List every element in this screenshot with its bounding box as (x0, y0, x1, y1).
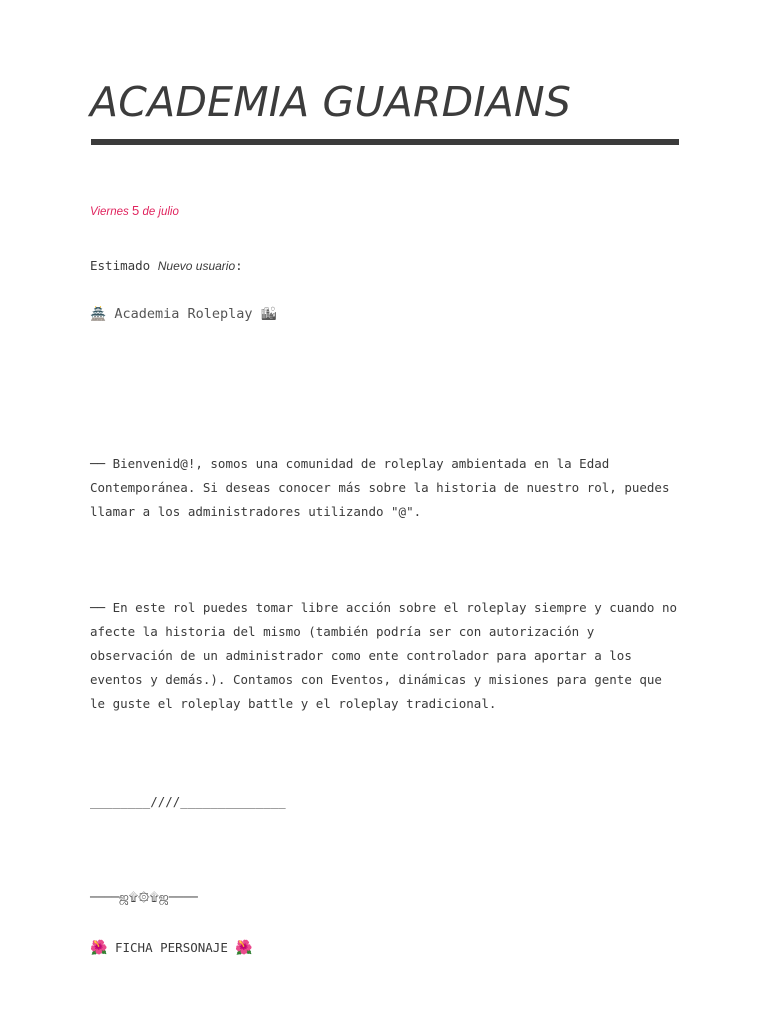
document-title: ACADEMIA GUARDIANS (90, 78, 572, 126)
ficha-text: FICHA PERSONAJE (114, 940, 228, 955)
date-month: de julio (142, 206, 179, 218)
date-day-name: Viernes (90, 206, 129, 218)
title-underline (91, 139, 679, 145)
subtitle-line (90, 306, 277, 322)
greeting-prefix: Estimado (90, 258, 151, 273)
text-separator: ________////______________ (90, 794, 286, 809)
subtitle-text: Academia Roleplay (114, 306, 253, 322)
greeting-suffix: : (235, 258, 243, 273)
paragraph-welcome (90, 452, 690, 524)
paragraph-line: afecte la historia del mismo (también podría ser con autorización y (90, 624, 595, 639)
paragraph-line: le guste el roleplay battle y el roleplay tradicional. (90, 696, 497, 711)
greeting-line (90, 258, 243, 273)
hibiscus-icon: 🌺 (235, 940, 253, 956)
ficha-heading (90, 940, 253, 956)
paragraph-rules (90, 596, 690, 716)
ornament-divider: ────ஜ۩۞۩ஜ──── (90, 890, 198, 904)
pagoda-icon: 🏯 (90, 307, 107, 322)
paragraph-line: ── Bienvenid@!, somos una comunidad de roleplay ambientada en la Edad (90, 456, 610, 471)
greeting-recipient: Nuevo usuario (157, 259, 236, 273)
paragraph-line: eventos y demás.). Contamos con Eventos, dinámicas y misiones para gente que (90, 672, 662, 687)
paragraph-line: llamar a los administradores utilizando "@". (90, 504, 422, 519)
date-line (90, 203, 179, 218)
paragraph-line: observación de un administrador como ente controlador para aportar a los (90, 648, 632, 663)
hibiscus-icon: 🌺 (90, 940, 108, 956)
paragraph-line: ── En este rol puedes tomar libre acción sobre el roleplay siempre y cuando no (90, 600, 677, 615)
cityscape-icon: 🏙 (260, 307, 278, 322)
paragraph-line: Contemporánea. Si deseas conocer más sobre la historia de nuestro rol, puedes (90, 480, 670, 495)
date-day-number: 5 (132, 203, 140, 218)
